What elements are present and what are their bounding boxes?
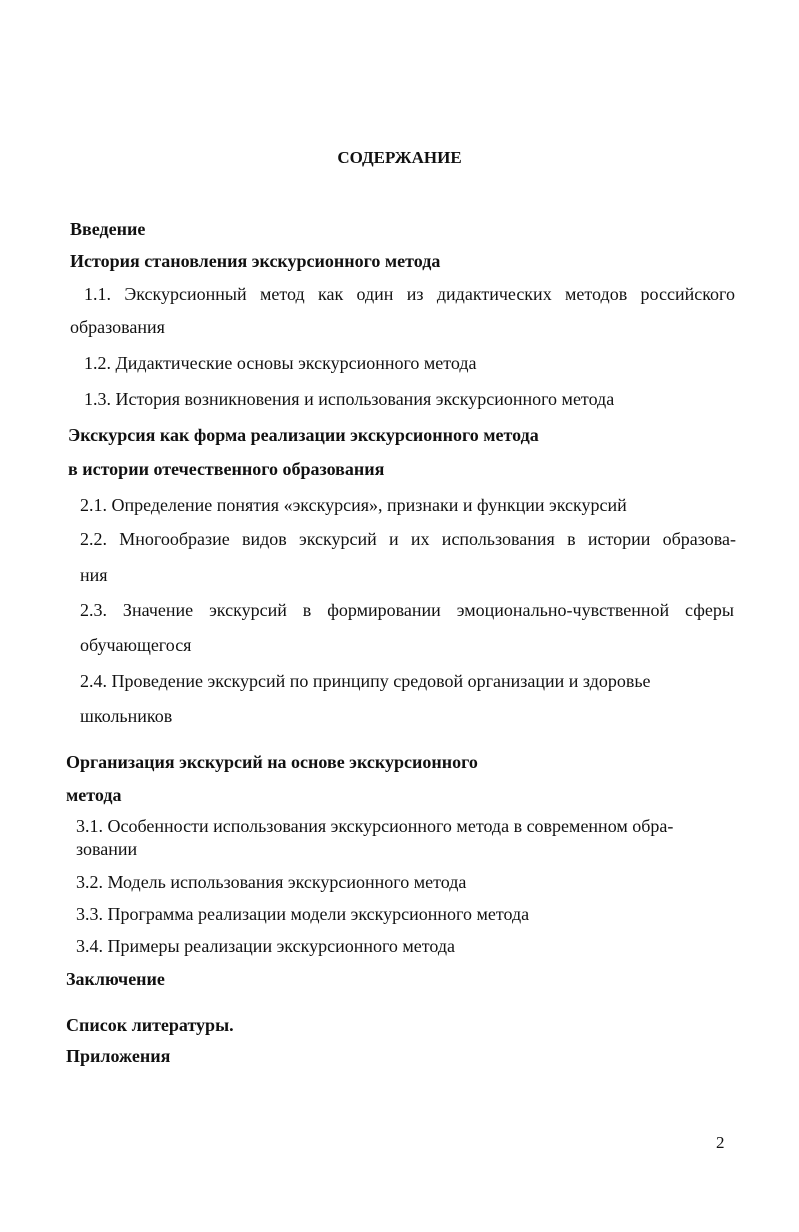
toc-conclusion: Заключение: [66, 969, 165, 989]
toc-chapter-3-title-line2: метода: [66, 785, 122, 805]
toc-chapter-3-title-line1: Организация экскурсий на основе экскурсионного: [66, 752, 478, 772]
toc-item-3-2: 3.2. Модель использования экскурсионного метода: [76, 872, 467, 892]
toc-item-1-1-line2: образования: [70, 317, 165, 337]
toc-chapter-2-title-line1: Экскурсия как форма реализации экскурсионного метода: [68, 425, 539, 445]
toc-item-2-2-line2: ния: [80, 565, 108, 585]
toc-introduction: Введение: [70, 219, 146, 239]
toc-appendices: Приложения: [66, 1046, 171, 1066]
toc-references: Список литературы.: [66, 1015, 234, 1035]
toc-item-2-1: 2.1. Определение понятия «экскурсия», признаки и функции экскурсий: [80, 495, 627, 515]
toc-item-1-3: 1.3. История возникновения и использования экскурсионного метода: [84, 389, 615, 409]
toc-item-3-1-line2: зовании: [76, 839, 138, 859]
toc-chapter-1-title: История становления экскурсионного метода: [70, 251, 441, 271]
toc-item-2-4-line2: школьников: [80, 706, 173, 726]
toc-item-3-3: 3.3. Программа реализации модели экскурсионного метода: [76, 904, 530, 924]
toc-item-3-4: 3.4. Примеры реализации экскурсионного метода: [76, 936, 456, 956]
toc-item-1-2: 1.2. Дидактические основы экскурсионного метода: [84, 353, 477, 373]
toc-item-3-1-line1: 3.1. Особенности использования экскурсионного метода в современном обра-: [76, 816, 674, 836]
toc-chapter-2-title-line2: в истории отечественного образования: [68, 459, 385, 479]
page-title: СОДЕРЖАНИЕ: [337, 148, 462, 167]
page-number: 2: [716, 1133, 725, 1152]
toc-item-2-2-line1: 2.2. Многообразие видов экскурсий и их использования в истории образова-: [80, 529, 736, 549]
toc-item-1-1-line1: 1.1. Экскурсионный метод как один из дидактических методов российского: [84, 284, 735, 304]
toc-item-2-3-line1: 2.3. Значение экскурсий в формировании эмоционально-чувственной сферы: [80, 600, 734, 620]
toc-item-2-3-line2: обучающегося: [80, 635, 192, 655]
toc-item-2-4-line1: 2.4. Проведение экскурсий по принципу средовой организации и здоровье: [80, 671, 651, 691]
